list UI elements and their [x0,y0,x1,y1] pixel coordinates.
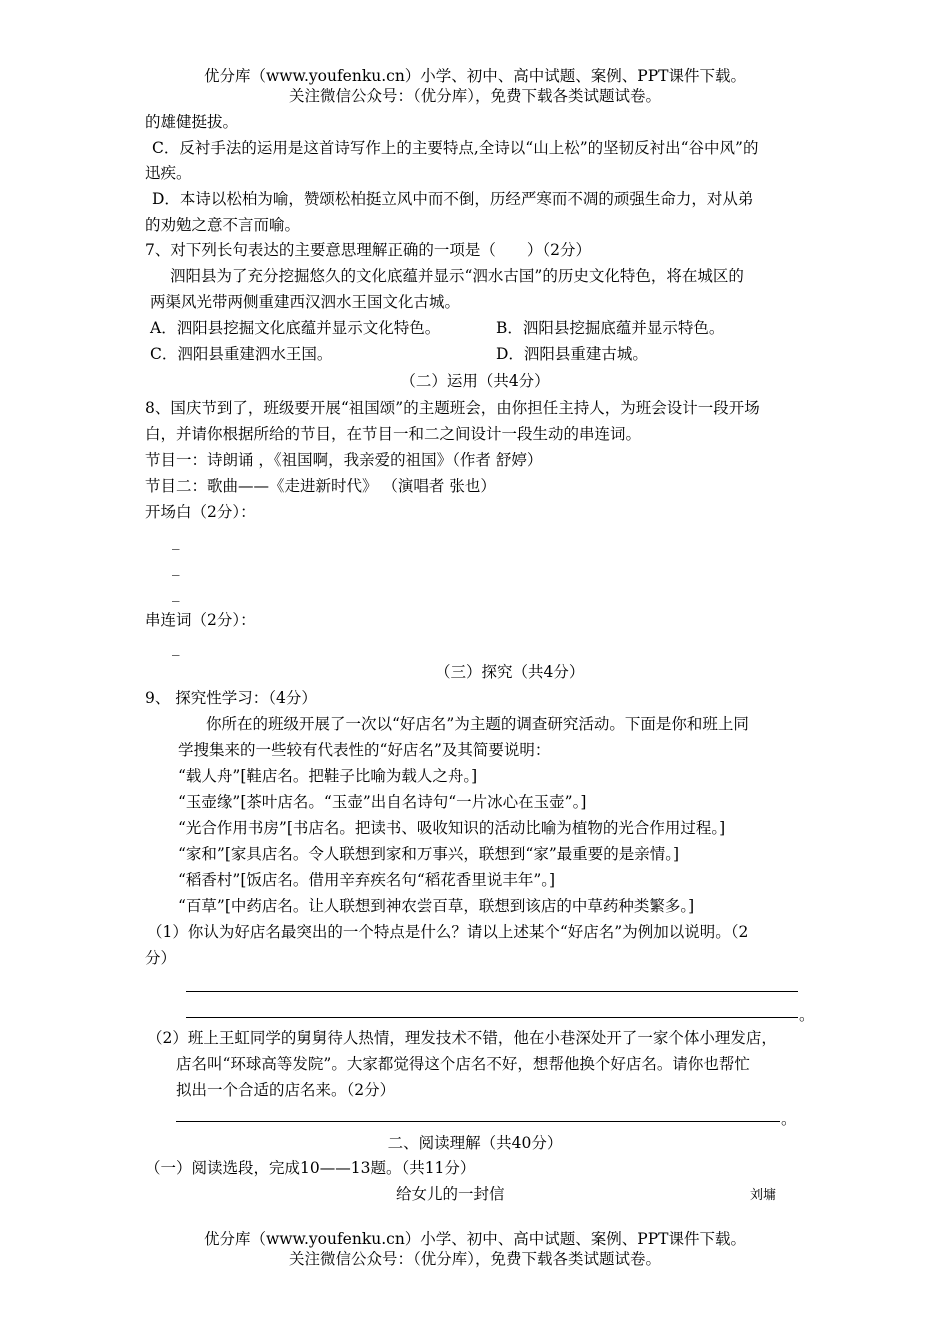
answer-line[interactable] [186,991,798,992]
q9-sub2-line-1: （2）班上王虹同学的舅舅待人热情，理发技术不错，他在小巷深处开了一家个体小理发店， [147,1029,777,1047]
q8-opening-label: 开场白（2分）： [145,503,256,521]
q7-option-b: B．泗阳县挖掘底蕴并显示特色。 [496,319,725,337]
q9-sub1-line-2: 分） [145,949,177,967]
article-title: 给女儿的一封信 [396,1185,505,1203]
q7-option-a: A．泗阳县挖掘文化底蕴并显示文化特色。 [150,319,441,337]
shop-name-item: “家和”[家具店名。令人联想到家和万事兴，联想到“家”最重要的是亲情。] [178,845,680,863]
answer-blank[interactable]: _ [172,638,180,656]
q9-intro-line-2: 学搜集来的一些较有代表性的“好店名”及其简要说明： [178,741,551,759]
shop-name-item: “百草”[中药店名。让人联想到神农尝百草，联想到该店的中草药种类繁多。] [178,897,695,915]
q9-intro-line-1: 你所在的班级开展了一次以“好店名”为主题的调查研究活动。下面是你和班上同 [206,715,749,733]
q6-option-c-line-1: C．反衬手法的运用是这首诗写作上的主要特点,全诗以“山上松”的坚韧反衬出“谷中风”的 [152,139,759,157]
q7-passage-line-1: 泗阳县为了充分挖掘悠久的文化底蕴并显示“泗水古国”的历史文化特色，将在城区的 [170,267,744,285]
q9-sub2-line-3: 拟出一个合适的店名来。（2分） [176,1081,396,1099]
q7-passage-line-2: 两渠风光带两侧重建西汉泗水王国文化古城。 [150,293,461,311]
reading-intro: （一）阅读选段，完成10——13题。（共11分） [145,1159,476,1177]
answer-blank[interactable]: _ [172,558,180,576]
q6-option-c-line-2: 迅疾。 [145,164,192,182]
shop-name-item: “光合作用书房”[书店名。把读书、吸收知识的活动比喻为植物的光合作用过程。] [178,819,726,837]
answer-line[interactable] [176,1121,780,1122]
q8-stem-line-2: 白，并请你根据所给的节目，在节目一和二之间设计一段生动的串连词。 [145,425,642,443]
q6-option-d-line-2: 的劝勉之意不言而喻。 [145,216,301,234]
q8-program-1: 节目一：诗朗诵 ，《祖国啊，我亲爱的祖国》（作者 舒婷） [145,451,543,469]
shop-name-item: “稻香村”[饭店名。借用辛弃疾名句“稻花香里说丰年”。] [178,871,556,889]
header-line-2: 关注微信公众号：（优分库），免费下载各类试题试卷。 [288,87,661,105]
q8-stem-line-1: 8、国庆节到了，班级要开展“祖国颂”的主题班会，由你担任主持人，为班会设计一段开场 [145,399,760,417]
q8-program-2: 节目二：歌曲——《走进新时代》 （演唱者 张也） [145,477,496,495]
article-author: 刘墉 [750,1188,777,1203]
answer-blank[interactable]: _ [172,532,180,550]
header-line-1: 优分库（www.youfenku.cn）小学、初中、高中试题、案例、PPT课件下载。 [203,67,747,85]
q7-option-c: C．泗阳县重建泗水王国。 [150,345,333,363]
shop-name-item: “载人舟”[鞋店名。把鞋子比喻为载人之舟。] [178,767,478,785]
q9-stem: 9、 探究性学习：（4分） [145,689,317,707]
q8-transition-label: 串连词（2分）： [145,611,256,629]
section-2-title: （二）运用（共4分） [400,372,550,390]
q6-option-b-tail: 的雄健挺拔。 [145,113,239,131]
answer-period: 。 [799,1006,815,1024]
answer-line[interactable] [186,1017,798,1018]
part-2-title: 二、阅读理解（共40分） [387,1134,563,1152]
answer-period: 。 [781,1110,797,1128]
q7-option-d: D．泗阳县重建古城。 [496,345,648,363]
q6-option-d-line-1: D．本诗以松柏为喻，赞颂松柏挺立风中而不倒，历经严寒而不凋的顽强生命力，对从弟 [152,190,754,208]
footer-line-1: 优分库（www.youfenku.cn）小学、初中、高中试题、案例、PPT课件下载。 [203,1230,747,1248]
q9-sub2-line-2: 店名叫“环球高等发院”。大家都觉得这个店名不好，想帮他换个好店名。请你也帮忙 [176,1055,750,1073]
section-3-title: （三）探究（共4分） [435,663,585,681]
q9-sub1-line-1: （1）你认为好店名最突出的一个特点是什么？请以上述某个“好店名”为例加以说明。（2 [147,923,749,941]
q7-stem: 7、对下列长句表达的主要意思理解正确的一项是（ ）（2分） [145,241,591,259]
shop-name-item: “玉壶缘”[茶叶店名。“玉壶”出自名诗句“一片冰心在玉壶”。] [178,793,587,811]
answer-blank[interactable]: _ [172,584,180,602]
footer-line-2: 关注微信公众号：（优分库），免费下载各类试题试卷。 [288,1250,661,1268]
